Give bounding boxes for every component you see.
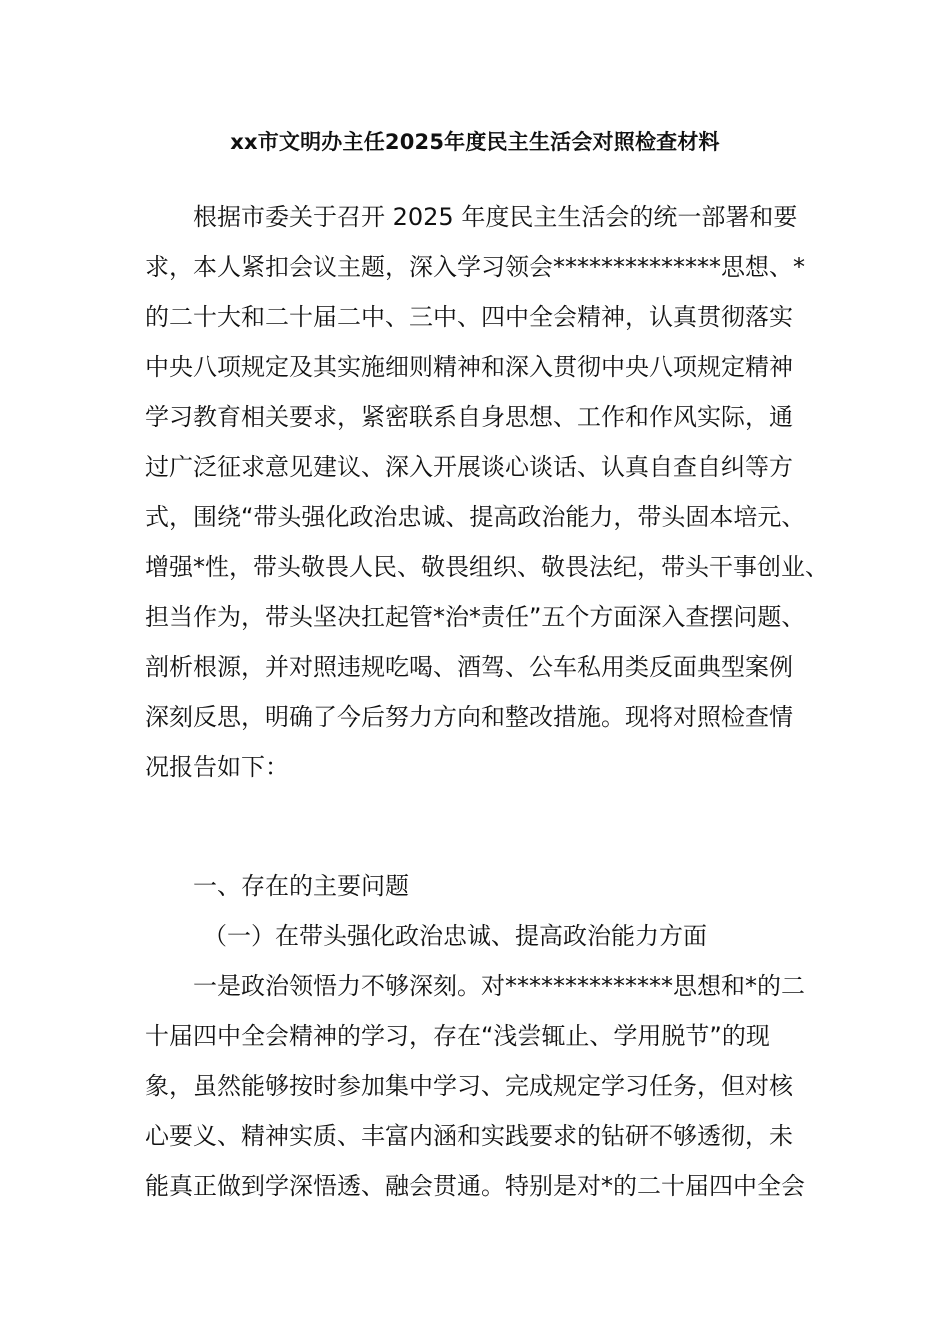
paragraph-line: 况报告如下： — [145, 753, 289, 781]
paragraph-line: 剖析根源，并对照违规吃喝、酒驾、公车私用类反面典型案例 — [145, 653, 793, 681]
paragraph-line: 的二十大和二十届二中、三中、四中全会精神，认真贯彻落实 — [145, 303, 793, 331]
document-title: xx市文明办主任2025年度民主生活会对照检查材料 — [230, 130, 720, 154]
paragraph-line: 学习教育相关要求，紧密联系自身思想、工作和作风实际，通 — [145, 403, 793, 431]
paragraph-line: 能真正做到学深悟透、融会贯通。特别是对*的二十届四中全会 — [145, 1172, 805, 1200]
paragraph-line: 象，虽然能够按时参加集中学习、完成规定学习任务，但对核 — [145, 1072, 793, 1100]
paragraph-line: 根据市委关于召开 2025 年度民主生活会的统一部署和要 — [193, 203, 798, 231]
section-heading: 一、存在的主要问题 — [193, 872, 409, 900]
paragraph-line: 过广泛征求意见建议、深入开展谈心谈话、认真自查自纠等方 — [145, 453, 793, 481]
paragraph-line: 增强*性，带头敬畏人民、敬畏组织、敬畏法纪，带头干事创业、 — [145, 553, 829, 581]
problems-section — [145, 861, 835, 1211]
paragraph-line: 十届四中全会精神的学习，存在“浅尝辄止、学用脱节”的现 — [145, 1022, 770, 1050]
paragraph-line: 担当作为，带头坚决扛起管*治*责任”五个方面深入查摆问题、 — [145, 603, 806, 631]
intro-paragraph — [145, 192, 835, 792]
paragraph-line: 中央八项规定及其实施细则精神和深入贯彻中央八项规定精神 — [145, 353, 793, 381]
paragraph-line: 求，本人紧扣会议主题，深入学习领会**************思想、* — [145, 253, 805, 281]
paragraph-line: 一是政治领悟力不够深刻。对**************思想和*的二 — [193, 972, 805, 1000]
subsection-heading: （一）在带头强化政治忠诚、提高政治能力方面 — [203, 922, 707, 950]
paragraph-line: 心要义、精神实质、丰富内涵和实践要求的钻研不够透彻，未 — [145, 1122, 793, 1150]
paragraph-line: 式，围绕“带头强化政治忠诚、提高政治能力，带头固本培元、 — [145, 503, 806, 531]
paragraph-line: 深刻反思，明确了今后努力方向和整改措施。现将对照检查情 — [145, 703, 793, 731]
